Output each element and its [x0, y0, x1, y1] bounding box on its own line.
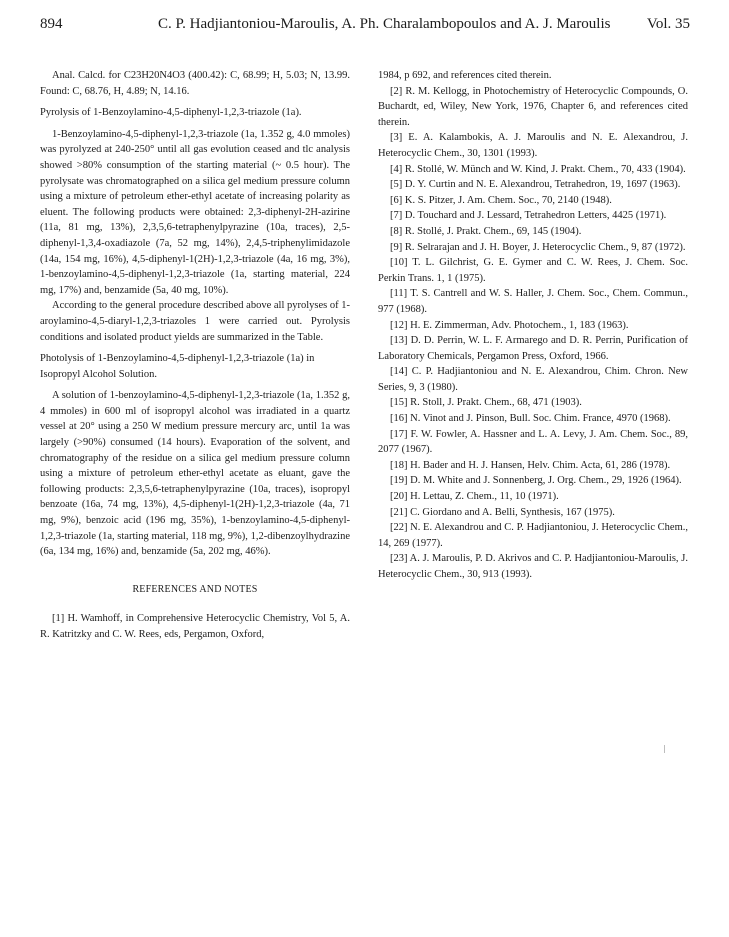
- reference-item: [5] D. Y. Curtin and N. E. Alexandrou, Tetrahedron, 19, 1697 (1963).: [390, 179, 681, 191]
- reference-item: [2] R. M. Kellogg, in Photochemistry of Heterocyclic Compounds, O. Buchardt, ed, Wiley, New York, 1976, Chapter 6, and references cited therein.: [378, 85, 688, 128]
- page-number: 894: [40, 16, 63, 32]
- section-heading-photolysis: Photolysis of 1-Benzoylamino-4,5-diphenyl-1,2,3-triazole (1a) in Isopropyl Alcohol Solution.: [40, 353, 315, 380]
- general-procedure-paragraph: According to the general procedure described above all pyrolyses of 1-aroylamino-4,5-diaryl-1,2,3-triazoles 1 were carried out. Pyrolysis conditions and isolated product yields are summarized in the Table.: [40, 300, 350, 343]
- right-column: [378, 68, 688, 583]
- reference-item: [15] R. Stoll, J. Prakt. Chem., 68, 471 (1903).: [390, 397, 582, 409]
- reference-item: [10] T. L. Gilchrist, G. E. Gymer and C. W. Rees, J. Chem. Soc. Perkin Trans. 1, 1 (1975).: [378, 257, 688, 284]
- running-header: [40, 16, 690, 38]
- reference-item: [8] R. Stollé, J. Prakt. Chem., 69, 145 (1904).: [390, 225, 582, 237]
- photolysis-paragraph: A solution of 1-benzoylamino-4,5-diphenyl-1,2,3-triazole (1a, 1.352 g, 4 mmoles) in 600 ml of isopropyl alcohol was irradiated in a quartz vessel at 20° using a 250 W medium pressure mercury arc, until 1a was largely (>90%) consumed (14 hours). Evaporation of the solvent, and chromatography of the residue on a silica gel medium pressure column using a mixture of petroleum ether-ethyl acetate as eluant, gave the following products: 2,3,5,6-tetraphenylpyrazine (10a, traces), isopropyl benzoate (16a, 74 mg, 13%), 4,5-diphenyl-1(2H)-1,2,3-triazole (4a, 71 mg, 9%), benzoic acid (196 mg, 35%), 1-benzoylamino-4,5-diphenyl-1,2,3-triazole (1a, starting material, 118 mg, 9%), 1,2-dibenzoylhydrazine (6a, 134 mg, 16%) and, benzamide (5a, 202 mg, 46%).: [40, 390, 350, 558]
- reference-item: [3] E. A. Kalambokis, A. J. Maroulis and N. E. Alexandrou, J. Heterocyclic Chem., 30, 1301 (1993).: [378, 132, 688, 159]
- reference-item: [12] H. E. Zimmerman, Adv. Photochem., 1, 183 (1963).: [390, 319, 629, 331]
- reference-item: [20] H. Lettau, Z. Chem., 11, 10 (1971).: [390, 491, 559, 503]
- volume-label: Vol. 35: [646, 16, 690, 32]
- reference-item: [19] D. M. White and J. Sonnenberg, J. Org. Chem., 29, 1926 (1964).: [390, 475, 682, 487]
- left-column: [40, 68, 350, 643]
- reference-item: [4] R. Stollé, W. Münch and W. Kind, J. Prakt. Chem., 70, 433 (1904).: [390, 163, 686, 175]
- reference-item: [6] K. S. Pitzer, J. Am. Chem. Soc., 70, 2140 (1948).: [390, 194, 612, 206]
- references-heading: REFERENCES AND NOTES: [132, 583, 258, 595]
- reference-item: [11] T. S. Cantrell and W. S. Haller, J. Chem. Soc., Chem. Commun., 977 (1968).: [378, 288, 688, 315]
- reference-continuation: 1984, p 692, and references cited therein.: [378, 70, 552, 81]
- reference-item: [7] D. Touchard and J. Lessard, Tetrahedron Letters, 4425 (1971).: [390, 210, 667, 222]
- running-authors: C. P. Hadjiantoniou-Maroulis, A. Ph. Charalambopoulos and A. J. Maroulis: [158, 16, 611, 32]
- reference-item: [21] C. Giordano and A. Belli, Synthesis, 167 (1975).: [390, 506, 615, 518]
- reference-item: [16] N. Vinot and J. Pinson, Bull. Soc. Chim. France, 4970 (1968).: [390, 413, 671, 425]
- scan-artifact: [664, 745, 665, 753]
- reference-item: [17] F. W. Fowler, A. Hassner and L. A. Levy, J. Am. Chem. Soc., 89, 2077 (1967).: [378, 428, 688, 456]
- analysis-paragraph: Anal. Calcd. for C23H20N4O3 (400.42): C, 68.99; H, 5.03; N, 13.99. Found: C, 68.76, H, 4.89; N, 14.16.: [40, 70, 350, 97]
- reference-item: [22] N. E. Alexandrou and C. P. Hadjiantoniou, J. Heterocyclic Chem., 14, 269 (1977).: [378, 522, 688, 549]
- reference-item: [14] C. P. Hadjiantoniou and N. E. Alexandrou, Chim. Chron. New Series, 9, 3 (1980).: [378, 366, 688, 393]
- reference-item: [13] D. D. Perrin, W. L. F. Armarego and D. R. Perrin, Purification of Laboratory Chemicals, Pergamon Press, Oxford, 1966.: [378, 335, 688, 362]
- reference-item: [23] A. J. Maroulis, P. D. Akrivos and C. P. Hadjiantoniou-Maroulis, J. Heterocyclic Chem., 30, 913 (1993).: [378, 553, 688, 580]
- reference-item: [1] H. Wamhoff, in Comprehensive Heterocyclic Chemistry, Vol 5, A. R. Katritzky and C. W. Rees, eds, Pergamon, Oxford,: [40, 613, 350, 640]
- reference-item: [9] R. Selrarajan and J. H. Boyer, J. Heterocyclic Chem., 9, 87 (1972).: [390, 241, 686, 253]
- section-heading-pyrolysis: Pyrolysis of 1-Benzoylamino-4,5-diphenyl-1,2,3-triazole (1a).: [40, 107, 302, 119]
- reference-item: [18] H. Bader and H. J. Hansen, Helv. Chim. Acta, 61, 286 (1978).: [390, 459, 671, 471]
- pyrolysis-paragraph: 1-Benzoylamino-4,5-diphenyl-1,2,3-triazole (1a, 1.352 g, 4.0 mmoles) was pyrolyzed at 240-250° until all gas evolution ceased and tlc analysis showed >80% consumption of the starting material (~ 0.5 hour). The pyrolysate was chromatographed on a silica gel medium pressure column using a mixture of petroleum ether-ethyl acetate of increasing polarity as eluent. The following products were obtained: 2,3-diphenyl-2H-azirine (11a, 81 mg, 13%), 2,3,5,6-tetraphenylpyrazine (10a, traces), 2,5-diphenyl-1,3,4-oxadiazole (7a, 52 mg, 14%), 2,4,5-triphenylimidazole (14a, 154 mg, 16%), 4,5-diphenyl-1(2H)-1,2,3-triazole (4a, 16 mg, 3%), 1-benzoylamino-4,5-diphenyl-1,2,3-triazole (1a, starting material, 224 mg, 17%) and, benzamide (5a, 40 mg, 10%).: [40, 128, 350, 296]
